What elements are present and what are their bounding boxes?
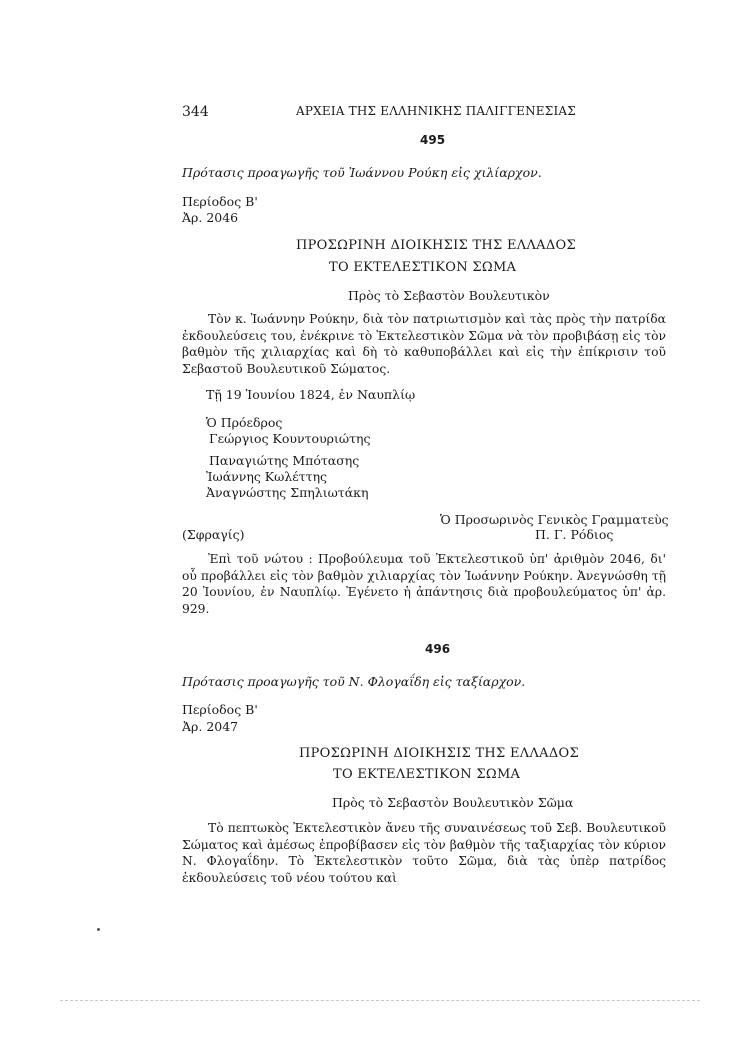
secretary-title: Ὁ Προσωρινὸς Γενικὸς Γραμματεὺς: [440, 512, 669, 527]
heading-executive-496: ΤΟ ΕΚΤΕΛΕΣΤΙΚΟΝ ΣΩΜΑ: [333, 767, 521, 782]
date-line-495: Τῇ 19 Ἰουνίου 1824, ἐν Ναυπλίῳ: [206, 387, 416, 402]
endorsement-note-495: Ἐπὶ τοῦ νώτου : Προβούλευμα τοῦ Ἐκτελεστικοῦ ὑπ' ἀριθμὸν 2046, δι' οὗ προβάλλει εἰς τὸν βαθμὸν χιλιαρχίας τὸν Ἰωάννην Ρούκην. Ἀνεγνώσθη τῇ 20 Ἰουνίου, ἐν Ναυπλίῳ. Ἐγένετο ἡ ἀπάντησις διὰ προβουλεύματος ὑπ' ἀρ. 929.: [182, 552, 666, 616]
scan-edge-rule: [60, 1000, 700, 1001]
signatory-name: Παναγιώτης Μπότασης: [209, 453, 360, 468]
signatory-name: Ἀναγνώστης Σπηλιωτάκη: [206, 485, 369, 500]
document-subject-496: Πρότασις προαγωγῆς τοῦ Ν. Φλογαΐδη εἰς ταξίαρχον.: [182, 674, 526, 689]
body-paragraph-496: Τὸ πεπτωκὸς Ἐκτελεστικὸν ἄνευ τῆς συναινέσεως τοῦ Σεβ. Βουλευτικοῦ Σώματος καὶ ἀμέσως ἐπροβίβασεν εἰς τὸν βαθμὸν τῆς ταξιαρχίας τὸν κύριον Ν. Φλογαΐδην. Τὸ Ἐκτελεστικὸν τοῦτο Σῶμα, διὰ τὰς ὑπὲρ πατρίδος ἐκδουλεύσεις τοῦ νέου τούτου καὶ: [182, 821, 666, 885]
period-label-496: Περίοδος Β': [182, 702, 258, 717]
address-line-495: Πρὸς τὸ Σεβαστὸν Βουλευτικὸν: [348, 288, 550, 303]
running-head: ΑΡΧΕΙΑ ΤΗΣ ΕΛΛΗΝΙΚΗΣ ΠΑΛΙΓΓΕΝΕΣΙΑΣ: [296, 104, 576, 118]
president-label: Ὁ Πρόεδρος: [206, 415, 283, 430]
period-label-495: Περίοδος Β': [182, 194, 258, 209]
reference-number-495: Ἀρ. 2046: [182, 210, 239, 225]
seal-label: (Σφραγίς): [182, 527, 245, 542]
address-line-496: Πρὸς τὸ Σεβαστὸν Βουλευτικὸν Σῶμα: [332, 795, 574, 810]
heading-government-495: ΠΡΟΣΩΡΙΝΗ ΔΙΟΙΚΗΣΙΣ ΤΗΣ ΕΛΛΑΔΟΣ: [296, 238, 576, 253]
margin-mark: [97, 928, 100, 931]
reference-number-496: Ἀρ. 2047: [182, 719, 239, 734]
body-paragraph-495: Τὸν κ. Ἰωάννην Ρούκην, διὰ τὸν πατριωτισμὸν καὶ τὰς πρὸς τὴν πατρίδα ἐκδουλεύσεις του, ἐνέκρινε τὸ Ἐκτελεστικὸν Σῶμα νὰ τὸν προβιβάσῃ εἰς τὸν βαθμὸν τῆς χιλιαρχίας καὶ δὴ τὸ καθυποβάλλει καὶ εἰς τὴν ἐπίκρισιν τοῦ Σεβαστοῦ Βουλευτικοῦ Σώματος.: [182, 312, 666, 376]
document-subject-495: Πρότασις προαγωγῆς τοῦ Ἰωάννου Ρούκη εἰς χιλίαρχον.: [182, 165, 542, 180]
heading-executive-495: ΤΟ ΕΚΤΕΛΕΣΤΙΚΟΝ ΣΩΜΑ: [329, 260, 517, 275]
signatory-name: Ἰωάννης Κωλέττης: [206, 469, 328, 484]
secretary-name: Π. Γ. Ρόδιος: [535, 527, 614, 542]
signatory-name: Γεώργιος Κουντουριώτης: [209, 431, 371, 446]
document-number-495: 495: [420, 133, 446, 147]
heading-government-496: ΠΡΟΣΩΡΙΝΗ ΔΙΟΙΚΗΣΙΣ ΤΗΣ ΕΛΛΑΔΟΣ: [299, 746, 579, 761]
document-number-496: 496: [425, 642, 451, 656]
page-number: 344: [182, 104, 209, 120]
